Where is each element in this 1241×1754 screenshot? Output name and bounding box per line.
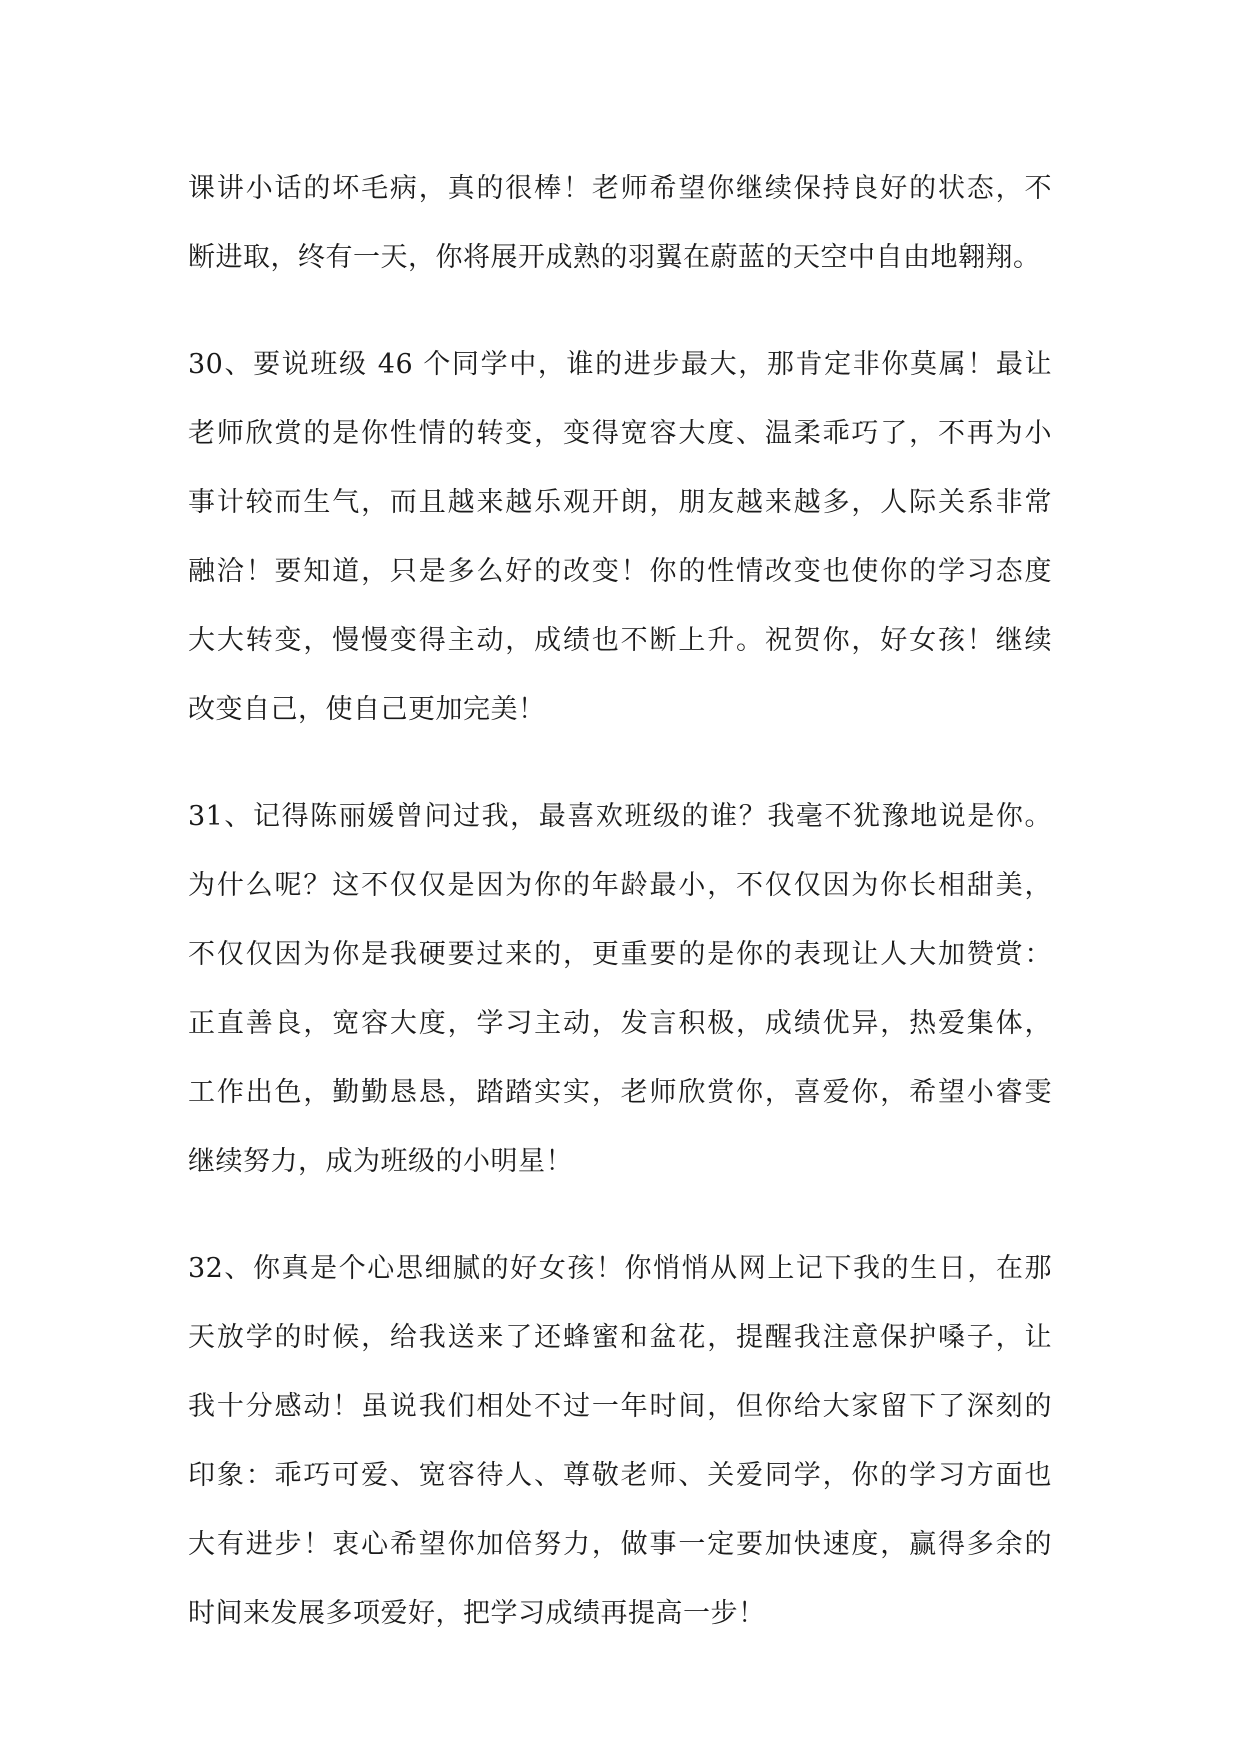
text-line: 改变自己，使自己更加完美！ [188, 694, 546, 725]
text-line: 课讲小话的坏毛病，真的很棒！老师希望你继续保持良好的状态，不 [188, 173, 1052, 204]
text-line: 天放学的时候，给我送来了还蜂蜜和盆花，提醒我注意保护嗓子，让 [188, 1322, 1052, 1353]
text-line: 断进取，终有一天，你将展开成熟的羽翼在蔚蓝的天空中自由地翱翔。 [188, 242, 1041, 273]
text-line: 不仅仅因为你是我硬要过来的，更重要的是你的表现让人大加赞赏： [188, 939, 1052, 970]
paragraph-item-30 [188, 330, 1052, 744]
text-line: 32、你真是个心思细腻的好女孩！你悄悄从网上记下我的生日，在那 [188, 1253, 1052, 1284]
text-line: 印象：乖巧可爱、宽容待人、尊敬老师、关爱同学，你的学习方面也 [188, 1460, 1052, 1491]
text-line: 大大转变，慢慢变得主动，成绩也不断上升。祝贺你，好女孩！继续 [188, 625, 1052, 656]
text-line: 我十分感动！虽说我们相处不过一年时间，但你给大家留下了深刻的 [188, 1391, 1052, 1422]
document-body [188, 154, 1052, 1686]
text-line: 融洽！要知道，只是多么好的改变！你的性情改变也使你的学习态度 [188, 556, 1052, 587]
paragraph-item-31 [188, 782, 1052, 1196]
text-line: 时间来发展多项爱好，把学习成绩再提高一步！ [188, 1598, 766, 1629]
text-line: 大有进步！衷心希望你加倍努力，做事一定要加快速度，赢得多余的 [188, 1529, 1052, 1560]
paragraph-item-32 [188, 1234, 1052, 1648]
text-line: 为什么呢？这不仅仅是因为你的年龄最小，不仅仅因为你长相甜美， [188, 870, 1052, 901]
text-line: 老师欣赏的是你性情的转变，变得宽容大度、温柔乖巧了，不再为小 [188, 418, 1052, 449]
text-line: 30、要说班级 46 个同学中，谁的进步最大，那肯定非你莫属！最让 [188, 349, 1052, 380]
paragraph-continued [188, 154, 1052, 292]
text-line: 工作出色，勤勤恳恳，踏踏实实，老师欣赏你，喜爱你，希望小睿雯 [188, 1077, 1052, 1108]
text-line: 正直善良，宽容大度，学习主动，发言积极，成绩优异，热爱集体， [188, 1008, 1052, 1039]
text-line: 31、记得陈丽媛曾问过我，最喜欢班级的谁？我毫不犹豫地说是你。 [188, 801, 1052, 832]
text-line: 事计较而生气，而且越来越乐观开朗，朋友越来越多，人际关系非常 [188, 487, 1052, 518]
text-line: 继续努力，成为班级的小明星！ [188, 1146, 573, 1177]
